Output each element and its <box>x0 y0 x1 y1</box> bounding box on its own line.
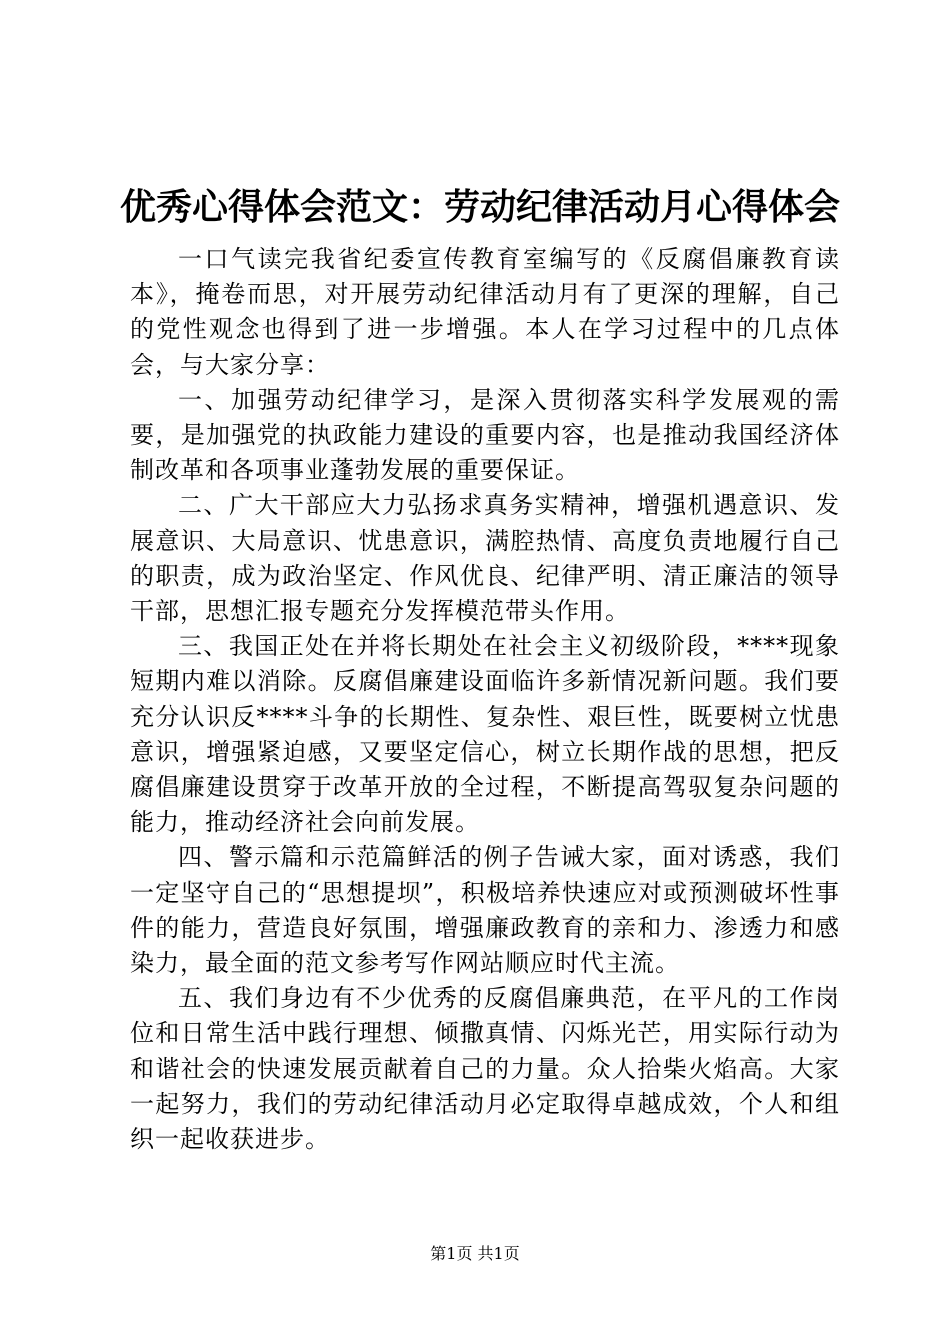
body-paragraph: 一、加强劳动纪律学习，是深入贯彻落实科学发展观的需要，是加强党的执政能力建设的重要内容，也是推动我国经济体制改革和各项事业蓬勃发展的重要保证。 <box>130 385 840 485</box>
document-body <box>130 242 840 1157</box>
document-title: 优秀心得体会范文：劳动纪律活动月心得体会 <box>119 187 840 228</box>
body-paragraph: 五、我们身边有不少优秀的反腐倡廉典范，在平凡的工作岗位和日常生活中践行理想、倾撒真情、闪烁光芒，用实际行动为和谐社会的快速发展贡献着自己的力量。众人拾柴火焰高。大家一起努力，我们的劳动纪律活动月必定取得卓越成效，个人和组织一起收获进步。 <box>130 984 840 1154</box>
body-paragraph: 三、我国正处在并将长期处在社会主义初级阶段，****现象短期内难以消除。反腐倡廉建设面临许多新情况新问题。我们要充分认识反****斗争的长期性、复杂性、艰巨性，既要树立忧患意识，增强紧迫感，又要坚定信心，树立长期作战的思想，把反腐倡廉建设贯穿于改革开放的全过程，不断提高驾驭复杂问题的能力，推动经济社会向前发展。 <box>130 632 840 837</box>
body-paragraph: 二、广大干部应大力弘扬求真务实精神，增强机遇意识、发展意识、大局意识、忧患意识，满腔热情、高度负责地履行自己的职责，成为政治坚定、作风优良、纪律严明、清正廉洁的领导干部，思想汇报专题充分发挥模范带头作用。 <box>130 491 840 626</box>
body-paragraph: 一口气读完我省纪委宣传教育室编写的《反腐倡廉教育读本》，掩卷而思，对开展劳动纪律活动月有了更深的理解，自己的党性观念也得到了进一步增强。本人在学习过程中的几点体会，与大家分享： <box>130 245 840 379</box>
body-paragraph: 四、警示篇和示范篇鲜活的例子告诫大家，面对诱惑，我们一定坚守自己的“思想提坝”，积极培养快速应对或预测破坏性事件的能力，营造良好氛围，增强廉政教育的亲和力、渗透力和感染力，最全面的范文参考写作网站顺应时代主流。 <box>130 843 840 978</box>
page-number-footer: 第1页 共1页 <box>430 1244 520 1263</box>
